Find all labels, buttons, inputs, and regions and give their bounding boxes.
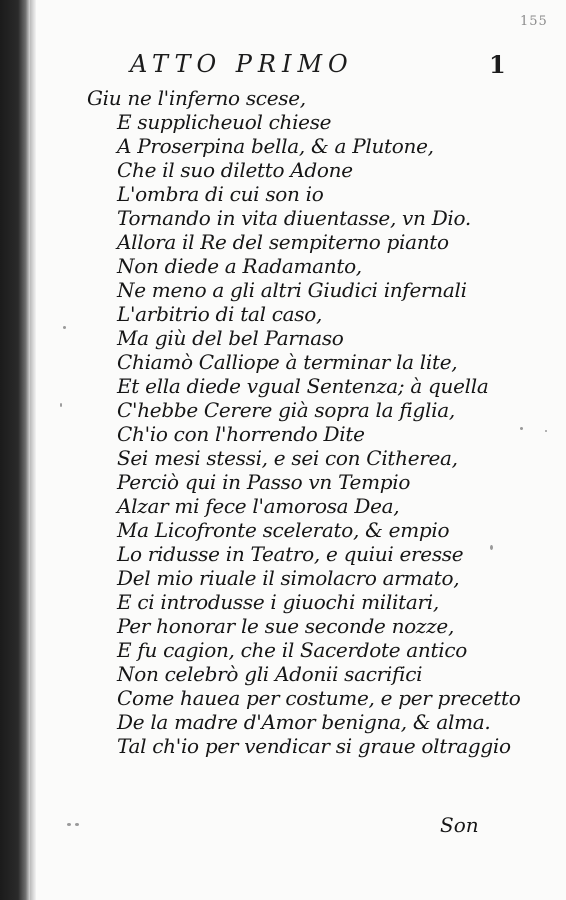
gutter-edge xyxy=(30,0,36,900)
verse-line: Ch'io con l'horrendo Dite xyxy=(117,422,365,446)
paper-speck xyxy=(63,326,66,329)
verse-line: L'ombra di cui son io xyxy=(117,182,324,206)
paper-speck xyxy=(75,823,79,826)
verse-line: Sei mesi stessi, e sei con Citherea, xyxy=(117,446,458,470)
verse-line: Chiamò Calliope à terminar la lite, xyxy=(117,350,458,374)
paper-speck xyxy=(545,430,547,432)
verse-line: Tal ch'io per vendicar si graue oltraggio xyxy=(117,734,511,758)
verse-line: Allora il Re del sempiterno pianto xyxy=(117,230,449,254)
book-spine-shadow xyxy=(0,0,30,900)
verse-line: E supplicheuol chiese xyxy=(117,110,332,134)
page-number: 1 xyxy=(489,50,506,79)
paper-speck xyxy=(490,545,493,550)
verse-line: A Proserpina bella, & a Plutone, xyxy=(117,134,434,158)
verse-line: Ma giù del bel Parnaso xyxy=(117,326,344,350)
paper-speck xyxy=(60,403,62,407)
verse-line: Del mio riuale il simolacro armato, xyxy=(117,566,460,590)
verse-line: E ci introdusse i giuochi militari, xyxy=(117,590,439,614)
verse-line: Perciò qui in Passo vn Tempio xyxy=(117,470,411,494)
running-head: ATTO PRIMO xyxy=(130,50,354,78)
catchword: Son xyxy=(440,813,479,837)
verse-line: L'arbitrio di tal caso, xyxy=(117,302,323,326)
verse-line: Come hauea per costume, e per precetto xyxy=(117,686,521,710)
verse-line: Lo ridusse in Teatro, e quiui eresse xyxy=(117,542,464,566)
verse-line: C'hebbe Cerere già sopra la figlia, xyxy=(117,398,455,422)
verse-line: Per honorar le sue seconde nozze, xyxy=(117,614,454,638)
verse-line: Non celebrò gli Adonii sacrifici xyxy=(117,662,423,686)
paper-speck xyxy=(67,823,71,826)
verse-line: Alzar mi fece l'amorosa Dea, xyxy=(117,494,400,518)
verse-line: Et ella diede vgual Sentenza; à quella xyxy=(117,374,489,398)
paper-speck xyxy=(520,427,523,430)
verse-line: Che il suo diletto Adone xyxy=(117,158,353,182)
verse-line: E fu cagion, che il Sacerdote antico xyxy=(117,638,467,662)
verse-line: De la madre d'Amor benigna, & alma. xyxy=(117,710,491,734)
verse-line: Tornando in vita diuentasse, vn Dio. xyxy=(117,206,471,230)
verse-line: Ne meno a gli altri Giudici infernali xyxy=(117,278,467,302)
corner-folio-mark: 155 xyxy=(520,14,548,29)
verse-line: Ma Licofronte scelerato, & empio xyxy=(117,518,450,542)
verse-line: Non diede a Radamanto, xyxy=(117,254,362,278)
verse-line: Giu ne l'inferno scese, xyxy=(87,86,306,110)
